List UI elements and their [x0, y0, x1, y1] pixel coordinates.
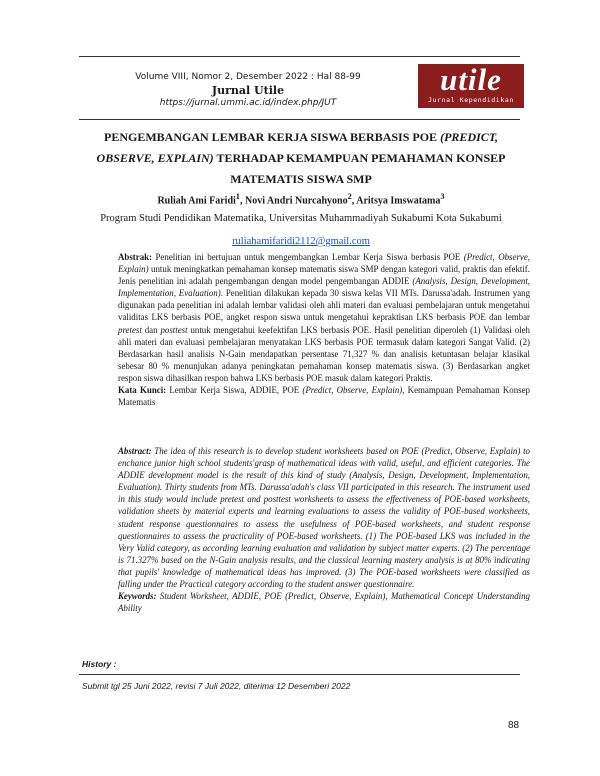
journal-logo: [418, 64, 524, 108]
authors: Ruliah Ami Faridi$^1$, Novi Andri Nurcahyono$^2$, Aritsya Imswatama$^3$: [157, 192, 445, 207]
kata-kunci: Kata Kunci: Lembar Kerja Siswa, ADDIE, POE (Predict, Observe, Explain), Kemampuan Pemahaman Konsep Matematis: [118, 385, 530, 408]
abstract-indonesian: Abstrak: Penelitian ini bertujuan untuk mengembangkan Lembar Kerja Siswa berbasis POE (Predict, Observe, Explain) untuk meningkatkan pemahaman konsep matematis siswa SMP dengan kategori valid, praktis dan efektif. Jenis penelitian ini adalah pengembangan dengan model pengembangan ADDIE (Analysis, Design, Development, Implementation, Evaluation). Penelitian dilakukan kepada 30 siswa kelas VII MTs. Darussa'adah. Instrumen yang digunakan pada penelitian ini adalah lembar validasi oleh ahli materi dan evaluasi pembelajaran untuk mengetahui validitas LKS berbasis POE, angket respon siswa untuk mengetahui kepraktisan LKS berbasis POE dan lembar pretest dan posttest untuk mengetahui keefektifan LKS berbasis POE. Hasil penelitian diperoleh (1) Validasi oleh ahli materi dan evaluasi pembelajaran menyatakan LKS berbasis POE termasuk dalam kategori Sangat Valid. (2) Berdasarkan hasil analisis N-Gain mendapatkan persentase 71,327 % dan analisis ketuntasan belajar klasikal sebesar 80 % menunjukan adanya peningkatan pemahaman konsep matematis siswa. (3) Berdasarkan angket respon siswa dihasilkan respon bahwa LKS berbasis POE masuk dalam kategori Praktis. Kata Kunci: Lembar Kerja Siswa, ADDIE, POE (Predict, Observe, Explain), Kemampuan Pemahaman Konsep Matematis: [118, 252, 531, 408]
paper-title-line-2: OBSERVE, EXPLAIN) TERHADAP KEMAMPUAN PEMAHAMAN KONSEP: [96, 151, 506, 165]
paper-title-line-1: PENGEMBANGAN LEMBAR KERJA SISWA BERBASIS POE (PREDICT,: [104, 130, 498, 144]
affiliation: Program Studi Pendidikan Matematika, Universitas Muhammadiyah Sukabumi Kota Sukabumi: [100, 213, 502, 224]
paper-title-line-3: MATEMATIS SISWA SMP: [230, 172, 372, 186]
abstract-en-label: Abstract:: [118, 446, 152, 456]
history-text: Submit tgl 25 Juni 2022, revisi 7 Juli 2022, diterima 12 Desemberi 2022: [82, 681, 351, 691]
volume-line: Volume VIII, Nomor 2, Desember 2022 : Hal 88-99: [135, 72, 361, 82]
history-label: History :: [82, 659, 117, 669]
keywords: Keywords: Student Worksheet, ADDIE, POE (Predict, Observe, Explain), Mathematical Concept Understanding Ability: [118, 591, 530, 614]
journal-name: Jurnal Utile: [211, 84, 285, 97]
page-number: 88: [508, 720, 520, 731]
header-rule: [79, 119, 520, 120]
abstract-label: Abstrak:: [118, 252, 153, 262]
history-rule: [79, 674, 520, 675]
abstract-english: Abstract: The idea of this research is to develop student worksheets based on POE (Predict, Observe, Explain) to enchance junior high school students'grasp of mathematical ideas with valid, useful, and efficient categories. The ADDIE development model is the result of this kind of study (Analysis, Design, Development, Implementation, Evaluation). Thirty students from MTs. Darussa'adah's class VII participated in this research. The instrument used in this study would include pretest and posttest worksheets to assess the effectiveness of POE-based worksheets, validation sheets by material experts and learning evaluations to assess the validity of POE-based worksheets, student response questionnaires to assess the usefulness of POE-based worksheets, and student response questionnaires to assess the practicality of POE-based worksheets. (1) The POE-based LKS was included in the Very Valid category, as according learning evaluation and validation by subject matter experts. (2) The percentage is 71.327% based on the N-Gain analysis results, and the classical learning mastery analysis is at 80% indicating that pupils' knowledge of mathematical ideas has improved. (3) The POE-based worksheets were classified as falling under the Practical category according to the student answer questionnaire. Keywords: Student Worksheet, ADDIE, POE (Predict, Observe, Explain), Mathematical Concept Understanding Ability: [118, 446, 530, 614]
logo-wordmark: utile: [440, 64, 502, 97]
logo-subtitle: Jurnal Kependidikan: [428, 96, 514, 104]
author-email[interactable]: ruliahamifaridi2112@gmail.com: [232, 236, 370, 247]
top-rule: [79, 56, 520, 57]
journal-url[interactable]: https://jurnal.ummi.ac.id/index.php/JUT: [159, 98, 337, 108]
